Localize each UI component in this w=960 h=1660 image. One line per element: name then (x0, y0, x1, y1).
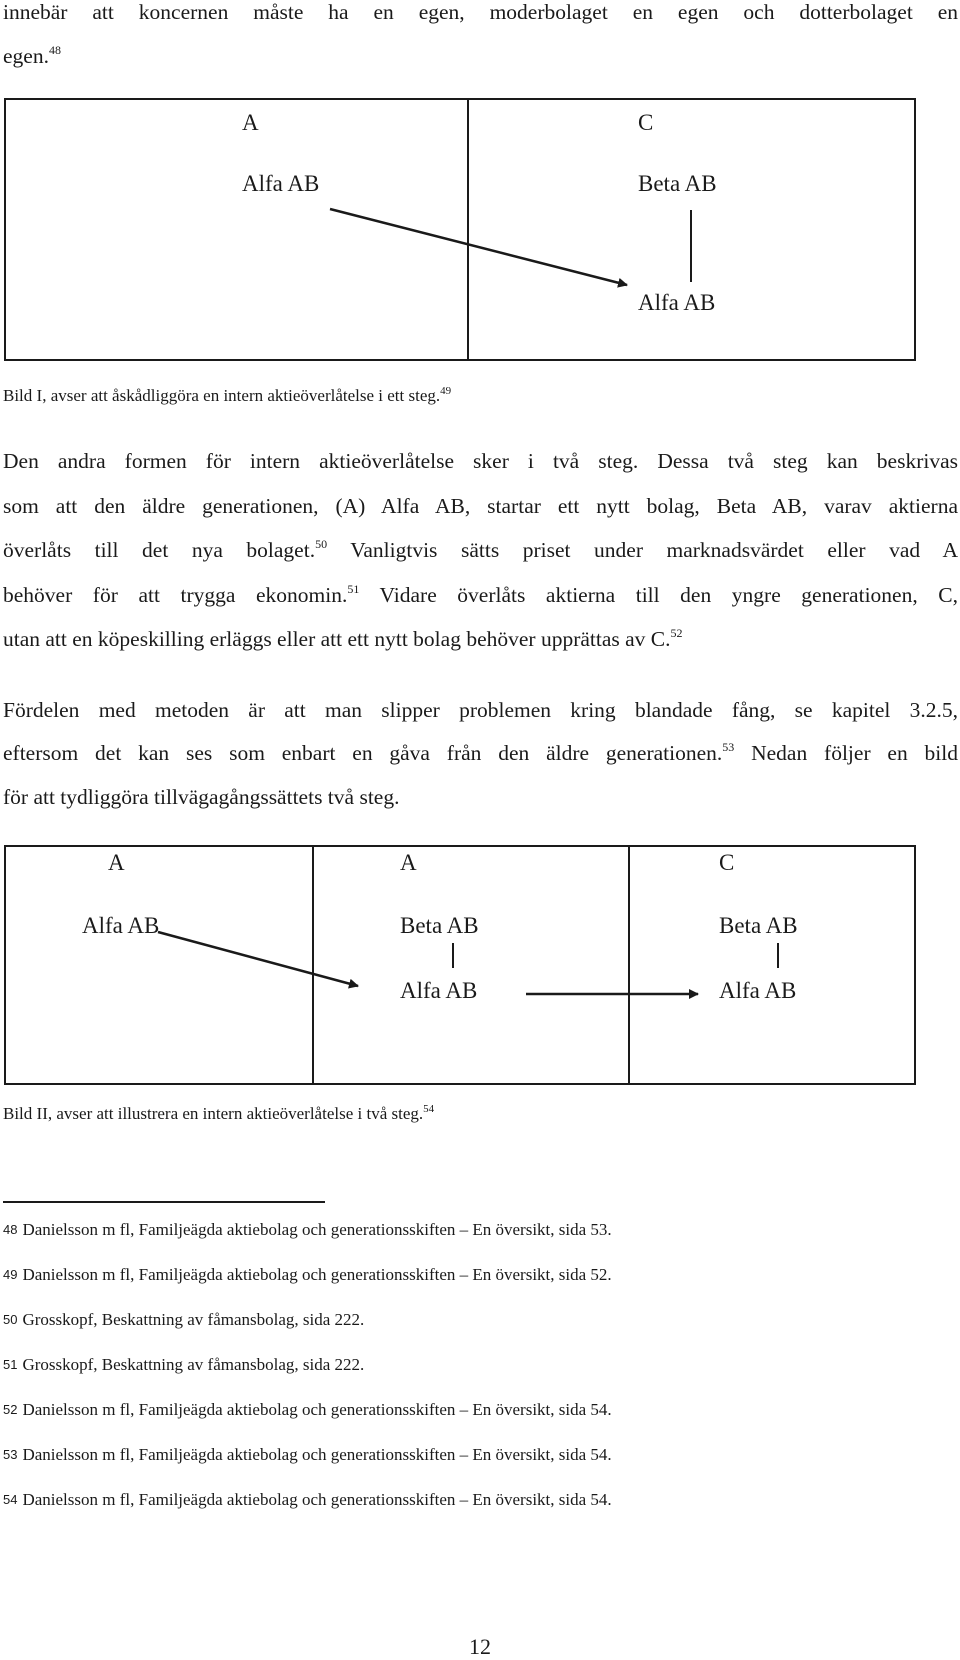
diagram-one-company-alfa: Alfa AB (242, 171, 320, 196)
footnote (3, 1490, 612, 1511)
footnote-text: Danielsson m fl, Familjeägda aktiebolag och generationsskiften – En översikt, sida 54. (22, 1445, 612, 1464)
footnote (3, 1265, 612, 1286)
footnote-ref: 52 (670, 626, 683, 640)
footnote-number: 54 (3, 1492, 18, 1507)
footnote-ref: 50 (315, 537, 328, 551)
footnote-ref: 53 (722, 740, 735, 754)
footnote-text: Danielsson m fl, Familjeägda aktiebolag och generationsskiften – En översikt, sida 54. (22, 1490, 612, 1509)
diagram-two-arrow-step-one (158, 932, 358, 986)
body-text-line: Fördelen med metoden är att man slipper problemen kring blandade fång, se kapitel 3.2.5, (3, 698, 958, 722)
body-text-line: som att den äldre generationen, (A) Alfa AB, startar ett nytt bolag, Beta AB, varav aktierna (3, 494, 958, 518)
diagram-one-transfer-arrow (330, 209, 627, 285)
body-text: överlåts till det nya bolaget. (3, 538, 316, 562)
body-text: Vidare överlåts aktierna till den yngre generationen, C, (359, 583, 958, 607)
footnote-ref: 51 (347, 582, 360, 596)
diagram-one-company-alfa-sub: Alfa AB (638, 290, 716, 315)
body-text-line: Den andra formen för intern aktieöverlåtelse sker i två steg. Dessa två steg kan beskrivas (3, 449, 958, 473)
diagram-two-col2-sub: Alfa AB (400, 978, 478, 1003)
body-text-line: innebär att koncernen måste ha en egen, moderbolaget en egen och dotterbolaget en (3, 0, 958, 24)
footnote-number: 48 (3, 1222, 18, 1237)
footnote-separator (3, 1201, 325, 1203)
body-text-line: för att tydliggöra tillvägagångssättets två steg. (3, 785, 400, 809)
footnote-ref: 49 (440, 385, 452, 397)
page-number: 12 (469, 1634, 491, 1659)
caption-text: Bild II, avser att illustrera en intern aktieöverlåtelse i två steg. (3, 1104, 424, 1123)
diagram-two-caption (3, 1104, 434, 1126)
footnote-ref: 54 (423, 1103, 435, 1115)
footnote-text: Danielsson m fl, Familjeägda aktiebolag och generationsskiften – En översikt, sida 54. (22, 1400, 612, 1419)
body-text: Nedan följer en bild (734, 741, 958, 765)
diagram-two-col1-company: Alfa AB (82, 913, 160, 938)
diagram-one-owner-c: C (638, 110, 654, 135)
diagram-two-col2-owner: A (400, 850, 417, 875)
footnote (3, 1220, 612, 1241)
diagram-one-company-beta: Beta AB (638, 171, 717, 196)
footnote (3, 1355, 364, 1376)
footnote-number: 51 (3, 1357, 18, 1372)
footnote-ref: 48 (48, 43, 61, 57)
footnote-text: Grosskopf, Beskattning av fåmansbolag, sida 222. (22, 1355, 365, 1374)
footnote-number: 49 (3, 1267, 18, 1282)
footnote (3, 1310, 364, 1331)
diagram-two-col2-company: Beta AB (400, 913, 479, 938)
diagram-two-col3-sub: Alfa AB (719, 978, 797, 1003)
caption-text: Bild I, avser att åskådliggöra en intern aktieöverlåtelse i ett steg. (3, 386, 441, 405)
body-text: utan att en köpeskilling erläggs eller att ett nytt bolag behöver upprättas av C. (3, 627, 671, 651)
footnote-text: Danielsson m fl, Familjeägda aktiebolag och generationsskiften – En översikt, sida 52. (22, 1265, 612, 1284)
body-text: behöver för att trygga ekonomin. (3, 583, 348, 607)
diagram-two-col3-company: Beta AB (719, 913, 798, 938)
footnote (3, 1400, 612, 1421)
footnote-number: 50 (3, 1312, 18, 1327)
diagram-two-col1-owner: A (108, 850, 125, 875)
footnote-text: Grosskopf, Beskattning av fåmansbolag, sida 222. (22, 1310, 365, 1329)
body-text: eftersom det kan ses som enbart en gåva från den äldre generationen. (3, 741, 723, 765)
diagram-one-owner-a: A (242, 110, 259, 135)
body-text: egen. (3, 44, 49, 68)
footnote-text: Danielsson m fl, Familjeägda aktiebolag och generationsskiften – En översikt, sida 53. (22, 1220, 612, 1239)
body-text: Vanligtvis sätts priset under marknadsvärdet eller vad A (327, 538, 958, 562)
footnote (3, 1445, 612, 1466)
footnote-number: 52 (3, 1402, 18, 1417)
diagram-two-col3-owner: C (719, 850, 735, 875)
footnote-number: 53 (3, 1447, 18, 1462)
